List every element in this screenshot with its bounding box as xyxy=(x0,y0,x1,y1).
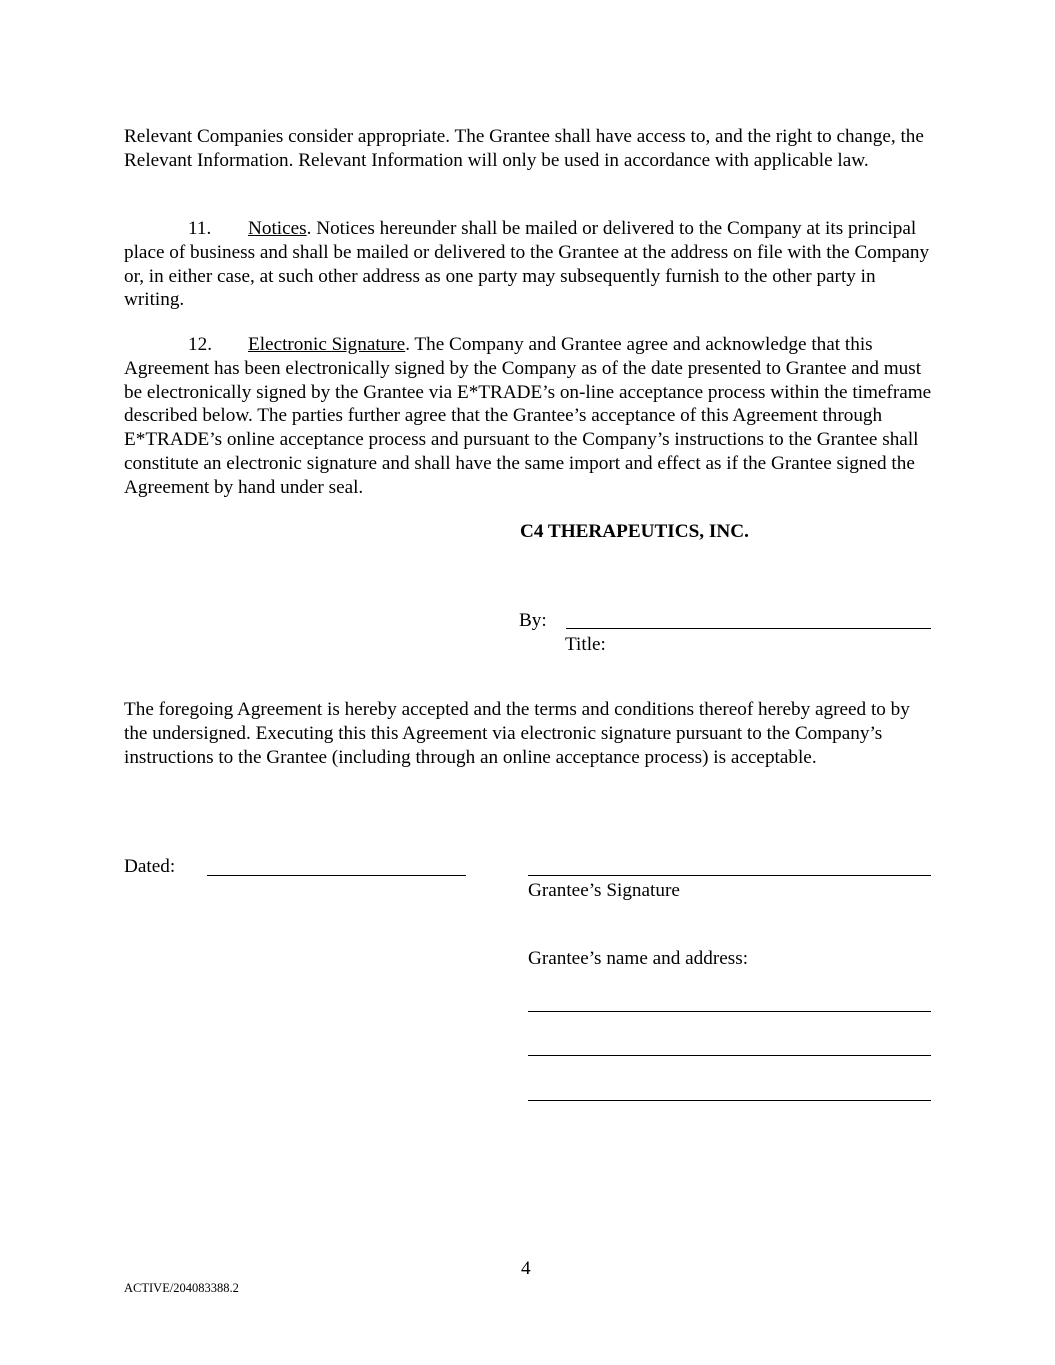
document-id: ACTIVE/204083388.2 xyxy=(124,1281,239,1295)
address-line-1 xyxy=(528,1011,931,1012)
section-11-number: 11. xyxy=(188,218,212,239)
section-11-notices xyxy=(124,217,934,312)
paragraph-relevant-information: Relevant Companies consider appropriate. The Grantee shall have access to, and the right to change, the Relevant Information. Relevant Information will only be used in accordance with applicable law. xyxy=(124,126,924,171)
page-number: 4 xyxy=(521,1258,531,1279)
grantee-name-address-label: Grantee’s name and address: xyxy=(528,948,749,969)
section-12-heading: Electronic Signature xyxy=(248,334,406,355)
section-12-electronic-signature xyxy=(124,333,934,500)
address-line-2 xyxy=(528,1055,931,1056)
dated-label: Dated: xyxy=(124,856,176,877)
section-11-text: . Notices hereunder shall be mailed or delivered to the Company at its principal place of business and shall be mailed or delivered to the Grantee at the address on file with the Company or, in either case, at such other address as one party may subsequently furnish to the other party in writing. xyxy=(124,218,930,311)
acceptance-paragraph: The foregoing Agreement is hereby accepted and the terms and conditions thereof hereby agreed to by the undersigned. Executing this this Agreement via electronic signature pursuant to the Company’s instructions to the Grantee (including through an online acceptance process) is acceptable. xyxy=(124,699,910,768)
section-12-number: 12. xyxy=(188,334,212,355)
grantee-signature-line xyxy=(528,875,931,876)
address-line-3 xyxy=(528,1100,931,1101)
section-11-heading: Notices xyxy=(248,218,307,239)
company-name: C4 THERAPEUTICS, INC. xyxy=(520,521,749,542)
company-signature-line xyxy=(566,628,931,629)
dated-line xyxy=(207,875,466,876)
section-12-text: . The Company and Grantee agree and acknowledge that this Agreement has been electronically signed by the Company as of the date presented to Grantee and must be electronically signed by the Grantee via E*TRADE’s on-line acceptance process within the timeframe described below. The parties further agree that the Grantee’s acceptance of this Agreement through E*TRADE’s online acceptance process and pursuant to the Company’s instructions to the Grantee shall constitute an electronic signature and shall have the same import and effect as if the Grantee signed the Agreement by hand under seal. xyxy=(124,334,932,498)
title-label: Title: xyxy=(565,634,606,655)
grantee-signature-label: Grantee’s Signature xyxy=(528,880,680,901)
by-label: By: xyxy=(519,610,547,631)
